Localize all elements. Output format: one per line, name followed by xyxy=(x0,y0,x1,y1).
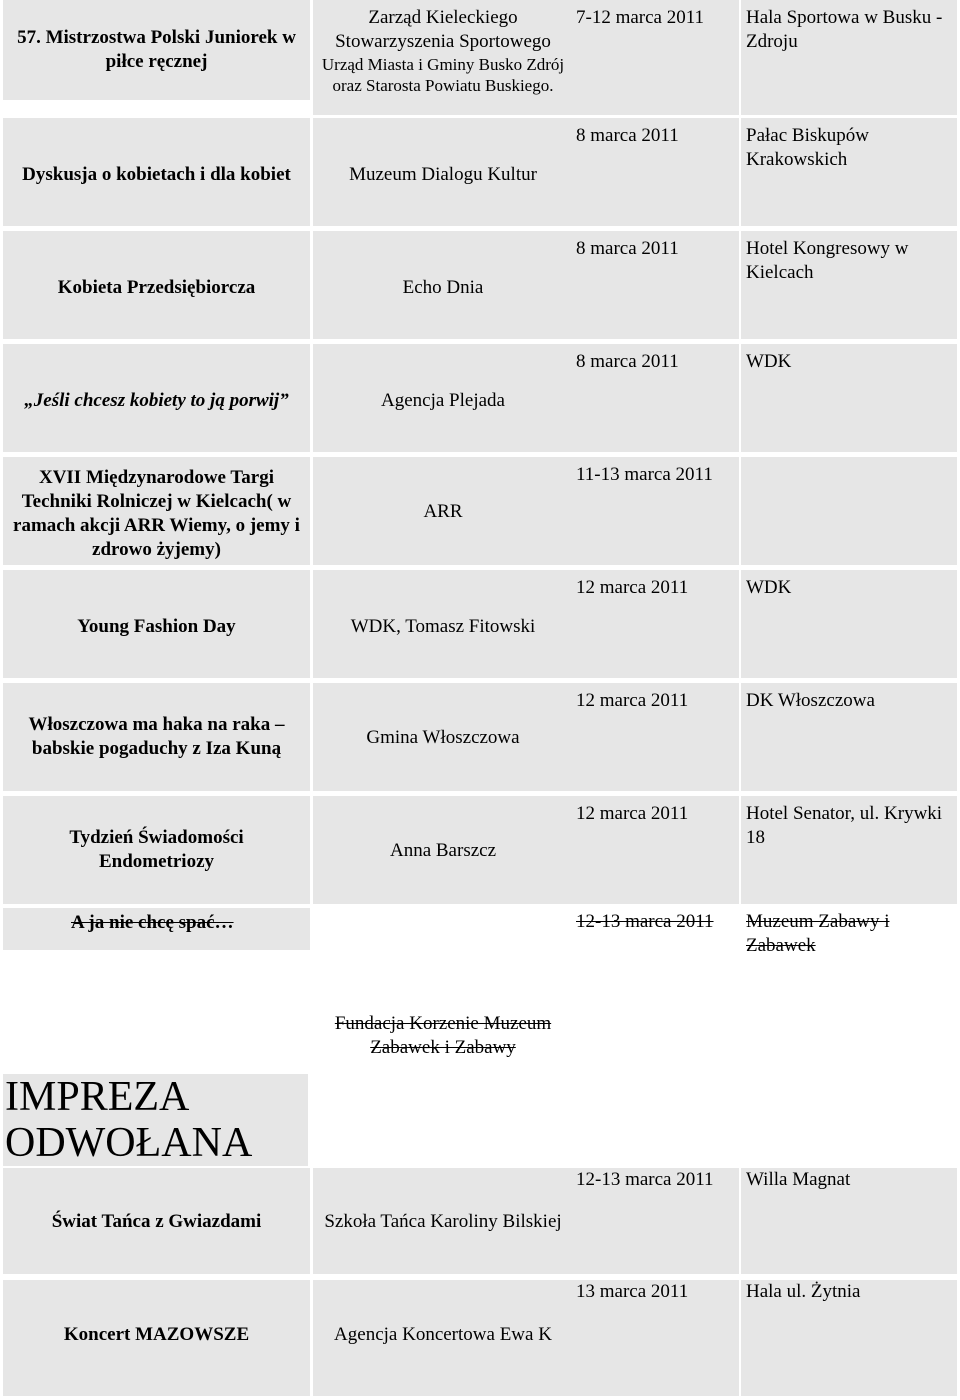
event-name-5 xyxy=(3,457,310,565)
date-text: 7-12 marca 2011 xyxy=(576,7,705,28)
event-date-4 xyxy=(571,344,739,452)
event-organizer-8 xyxy=(313,796,573,904)
event-name-text: Kobieta Przedsiębiorcza xyxy=(57,277,256,298)
event-name-6 xyxy=(3,570,310,678)
event-venue-9 xyxy=(741,908,957,968)
event-name-10 xyxy=(3,1168,310,1274)
event-venue-4 xyxy=(741,344,957,452)
event-date-6 xyxy=(571,570,739,678)
organizer-text: Muzeum Dialogu Kultur xyxy=(349,164,537,185)
venue-text: Willa Magnat xyxy=(746,1169,851,1190)
organizer-text-2: Urząd Miasta i Gminy Busko Zdrój oraz Starosta Powiatu Buskiego. xyxy=(321,55,565,95)
event-venue-10 xyxy=(741,1168,957,1274)
date-text: 13 marca 2011 xyxy=(576,1281,689,1302)
event-date-10 xyxy=(571,1168,739,1274)
venue-text: Hotel Senator, ul. Krywki 18 xyxy=(746,803,943,848)
event-name-1 xyxy=(3,0,310,100)
venue-text: Hala ul. Żytnia xyxy=(746,1281,861,1302)
event-organizer-10 xyxy=(313,1168,573,1274)
date-text: 8 marca 2011 xyxy=(576,351,679,372)
venue-text: Muzeum Zabawy i Zabawek xyxy=(746,911,890,956)
event-organizer-9 xyxy=(313,1012,573,1064)
event-venue-6 xyxy=(741,570,957,678)
organizer-text: Szkoła Tańca Karoliny Bilskiej xyxy=(324,1211,562,1232)
event-name-text: XVII Międzynarodowe Targi Techniki Rolniczej w Kielcach( w ramach akcji ARR Wiemy, o jemy i zdrowo żyjemy) xyxy=(13,467,300,560)
event-date-1 xyxy=(571,0,739,115)
event-name-2 xyxy=(3,118,310,226)
event-name-text: „Jeśli chcesz kobiety to ją porwij” xyxy=(24,390,289,411)
event-date-2 xyxy=(571,118,739,226)
event-name-text: Włoszczowa ma haka na raka – babskie pogaduchy z Iza Kuną xyxy=(28,714,285,759)
venue-text: Hala Sportowa w Busku - Zdroju xyxy=(746,7,943,52)
event-name-text: Dyskusja o kobietach i dla kobiet xyxy=(22,164,291,185)
organizer-text: Zarząd Kieleckiego Stowarzyszenia Sportowego xyxy=(335,7,551,52)
event-venue-11 xyxy=(741,1280,957,1396)
date-text: 11-13 marca 2011 xyxy=(576,464,713,485)
event-name-text: Koncert MAZOWSZE xyxy=(63,1324,250,1345)
date-text: 12 marca 2011 xyxy=(576,690,689,711)
cancelled-notice xyxy=(3,1074,308,1166)
venue-text: DK Włoszczowa xyxy=(746,690,875,711)
date-text: 12-13 marca 2011 xyxy=(576,1169,714,1190)
date-text: 12 marca 2011 xyxy=(576,577,689,598)
event-date-8 xyxy=(571,796,739,904)
event-name-7 xyxy=(3,683,310,791)
event-organizer-4 xyxy=(313,344,573,452)
event-venue-3 xyxy=(741,231,957,339)
organizer-text: WDK, Tomasz Fitowski xyxy=(350,616,536,637)
organizer-text: Agencja Koncertowa Ewa K xyxy=(334,1324,552,1345)
event-organizer-5 xyxy=(313,457,573,565)
organizer-text: Anna Barszcz xyxy=(389,840,497,861)
event-organizer-3 xyxy=(313,231,573,339)
event-organizer-11 xyxy=(313,1280,573,1396)
date-text: 8 marca 2011 xyxy=(576,125,679,146)
event-name-3 xyxy=(3,231,310,339)
event-name-8 xyxy=(3,796,310,904)
venue-text: Pałac Biskupów Krakowskich xyxy=(746,125,869,170)
organizer-text: Agencja Plejada xyxy=(381,390,505,411)
event-name-text: Young Fashion Day xyxy=(77,616,236,637)
date-text: 12-13 marca 2011 xyxy=(576,911,714,932)
event-organizer-1 xyxy=(313,0,573,115)
event-name-11 xyxy=(3,1280,310,1396)
event-date-11 xyxy=(571,1280,739,1396)
event-organizer-7 xyxy=(313,683,573,791)
event-name-text: A ja nie chcę spać… xyxy=(71,912,234,933)
organizer-text: ARR xyxy=(423,501,463,522)
date-text: 12 marca 2011 xyxy=(576,803,689,824)
organizer-text: Fundacja Korzenie Muzeum Zabawek i Zabawy xyxy=(334,1013,552,1058)
event-date-3 xyxy=(571,231,739,339)
event-name-text: Świat Tańca z Gwiazdami xyxy=(51,1211,262,1232)
organizer-text: Echo Dnia xyxy=(402,277,484,298)
venue-text: WDK xyxy=(746,351,792,372)
date-text: 8 marca 2011 xyxy=(576,238,679,259)
venue-text: WDK xyxy=(746,577,792,598)
event-organizer-6 xyxy=(313,570,573,678)
event-date-7 xyxy=(571,683,739,791)
organizer-text: Gmina Włoszczowa xyxy=(366,727,520,748)
event-name-text: Tydzień Świadomości Endometriozy xyxy=(69,827,244,872)
event-organizer-2 xyxy=(313,118,573,226)
event-date-9 xyxy=(571,908,739,968)
event-date-5 xyxy=(571,457,739,565)
event-venue-5 xyxy=(741,457,957,565)
event-venue-8 xyxy=(741,796,957,904)
event-venue-7 xyxy=(741,683,957,791)
event-name-text: 57. Mistrzostwa Polski Juniorek w piłce ręcznej xyxy=(17,27,296,72)
cancelled-notice-text: IMPREZA ODWOŁANA xyxy=(5,1074,253,1166)
event-venue-1 xyxy=(741,0,957,115)
event-name-4 xyxy=(3,344,310,452)
venue-text: Hotel Kongresowy w Kielcach xyxy=(746,238,909,283)
event-venue-2 xyxy=(741,118,957,226)
event-name-9 xyxy=(3,908,310,950)
